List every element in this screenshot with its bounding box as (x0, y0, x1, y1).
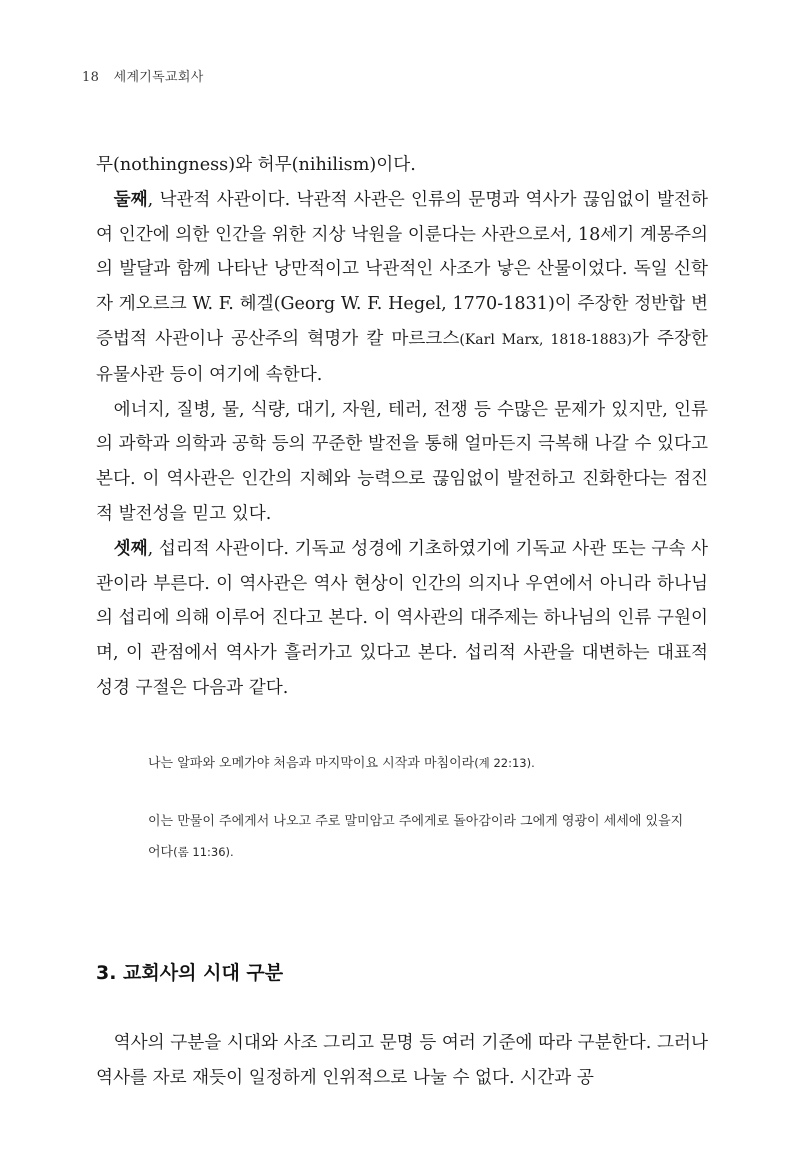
section-body-text (96, 1026, 708, 1096)
quote-reference: (계 22:13). (474, 756, 535, 770)
paragraph-text: 무(nothingness)와 허무(nihilism)이다. (96, 155, 416, 175)
paragraph-text: 가 주장한 유물사관 등이 여기에 속한다. (96, 328, 708, 385)
quote-text: 이는 만물이 주에게서 나오고 주로 말미암고 주에게로 돌아감이라 그에게 영광이 세세에 있을지어다 (148, 814, 684, 860)
running-title: 세계기독교회사 (113, 70, 204, 85)
scripture-quote (148, 748, 688, 779)
quote-reference: (롬 11:36). (173, 845, 234, 859)
enumeration-lead: 둘째 (113, 188, 148, 210)
scripture-quote (148, 807, 688, 868)
quote-text: 나는 알파와 오메가야 처음과 마지막이요 시작과 마침이라 (148, 756, 475, 771)
paragraph-progress (96, 393, 708, 532)
paragraph-optimistic-view (96, 183, 708, 393)
paragraph-text: , 낙관적 사관이다. 낙관적 사관은 인류의 문명과 역사가 끊임없이 발전하여 인간에 의한 인간을 위한 지상 낙원을 이룬다는 사관으로서, 18세기 계몽주의의 발달과 함께 나타난 낭만적이고 낙관적인 사조가 낳은 산물이었다. 독일 신학자 게오르크 W. F. 헤겔(Georg W. F. Hegel, 1770-1831)이 주장한 정반합 변증법적 사관이나 공산주의 혁명가 칼 마르크스 (96, 189, 708, 349)
enumeration-lead: 셋째 (113, 537, 148, 559)
paragraph-continuation (96, 148, 708, 183)
scripture-quotes (148, 748, 688, 896)
paragraph-text: 에너지, 질병, 물, 식량, 대기, 자원, 테러, 전쟁 등 수많은 문제가 있지만, 인류의 과학과 의학과 공학 등의 꾸준한 발전을 통해 얼마든지 극복해 나갈 수 있다고 본다. 이 역사관은 인간의 지혜와 능력으로 끊임없이 발전하고 진화한다는 점진적 발전성을 믿고 있다. (96, 399, 708, 524)
page-number: 18 (82, 70, 100, 85)
paragraph-text: , 섭리적 사관이다. 기독교 성경에 기초하였기에 기독교 사관 또는 구속 사관이라 부른다. 이 역사관은 역사 현상이 인간의 의지나 우연에서 아니라 하나님의 섭리에 의해 이루어 진다고 본다. 이 역사관의 대주제는 하나님의 인류 구원이며, 이 관점에서 역사가 흘러가고 있다고 본다. 섭리적 사관을 대변하는 대표적 성경 구절은 다음과 같다. (96, 538, 708, 698)
section-paragraph: 역사의 구분을 시대와 사조 그리고 문명 등 여러 기준에 따라 구분한다. 그러나 역사를 자로 재듯이 일정하게 인위적으로 나눌 수 없다. 시간과 공 (96, 1033, 708, 1088)
running-header (82, 66, 204, 85)
section-heading: 3. 교회사의 시대 구분 (96, 962, 284, 984)
paragraph-providential-view (96, 532, 708, 706)
parenthetical-note: (Karl Marx, 1818-1883) (459, 331, 632, 348)
body-text (96, 148, 708, 706)
